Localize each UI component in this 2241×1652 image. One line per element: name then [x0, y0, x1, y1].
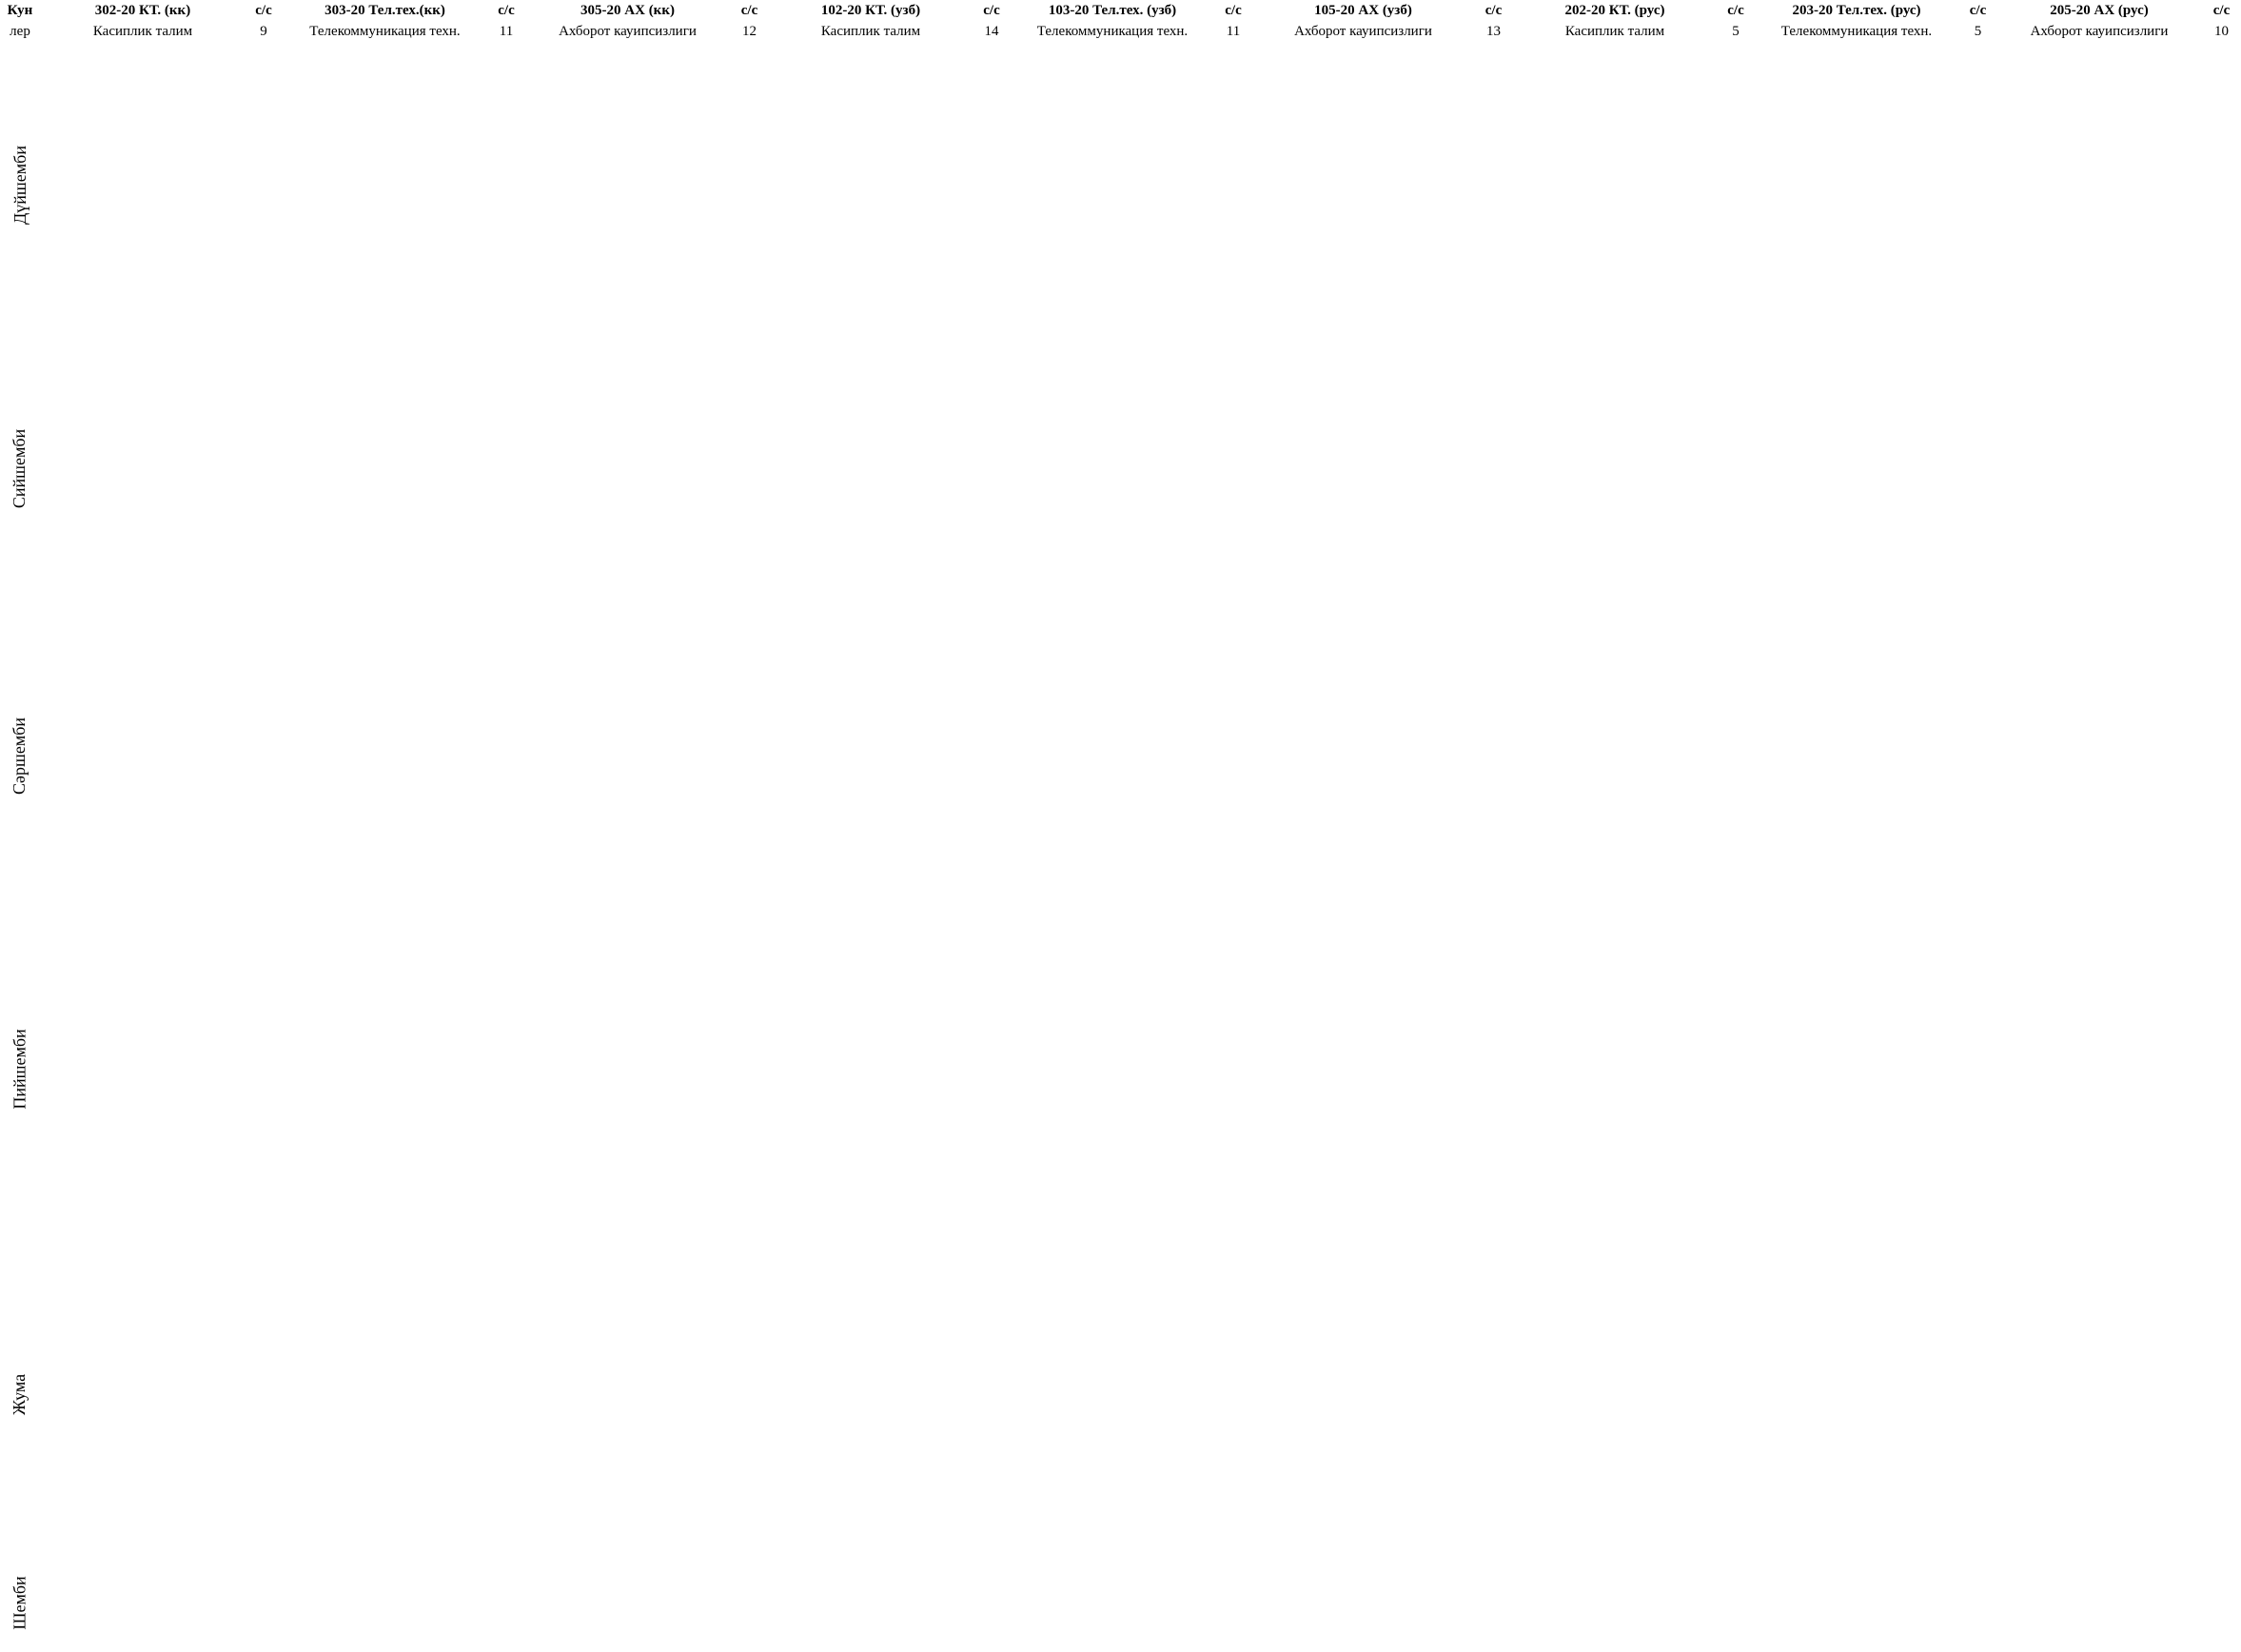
day-name: Жума	[10, 1373, 29, 1415]
group-subtitle: Касиплик талим	[820, 23, 921, 39]
header-cell	[1512, 0, 1718, 21]
group-title: с/с	[255, 2, 272, 18]
group-title: с/с	[983, 2, 1000, 18]
group-title: 302-20 КТ. (кк)	[94, 2, 191, 18]
group-title: 303-20 Тел.тех.(кк)	[324, 2, 445, 18]
group-subtitle: лер	[10, 23, 30, 39]
group-title: 105-20 АХ (узб)	[1314, 2, 1412, 18]
header-cell	[2202, 0, 2241, 21]
day-label	[0, 328, 40, 609]
group-subtitle: Касиплик талим	[1564, 23, 1665, 39]
header-cell	[246, 0, 282, 21]
header-cell	[1010, 21, 1215, 42]
group-title: 102-20 КТ. (узб)	[820, 2, 921, 18]
group-subtitle: 13	[1486, 23, 1501, 39]
day-label	[0, 1235, 40, 1553]
day-name: Пийшемби	[10, 1028, 29, 1110]
header-cell	[1512, 21, 1718, 42]
header-cell	[1010, 0, 1215, 21]
group-title: с/с	[2212, 2, 2231, 18]
header-cell	[40, 21, 246, 42]
group-subtitle: 12	[742, 23, 757, 39]
group-title: 205-20 АХ (рус)	[2050, 2, 2149, 18]
group-subtitle: 10	[2214, 23, 2229, 39]
day-label	[0, 609, 40, 902]
header-cell	[0, 0, 40, 21]
group-title: 103-20 Тел.тех. (узб)	[1048, 2, 1177, 18]
group-subtitle: Телекоммуникация техн.	[309, 23, 461, 39]
header-cell	[1718, 21, 1754, 42]
header-cell	[2202, 21, 2241, 42]
header-cell	[731, 21, 768, 42]
day-label	[0, 902, 40, 1235]
header-cell	[488, 0, 524, 21]
group-subtitle: 11	[499, 23, 514, 39]
header-cell	[768, 0, 973, 21]
group-title: 203-20 Тел.тех. (рус)	[1792, 2, 1921, 18]
header-cell	[1959, 21, 1996, 42]
header-cell	[768, 21, 973, 42]
group-subtitle: Касиплик талим	[92, 23, 193, 39]
header-cell	[1215, 21, 1251, 42]
group-subtitle: 5	[1974, 23, 1982, 39]
day-name: Шемби	[10, 1575, 29, 1630]
header-cell	[40, 0, 246, 21]
header-cell	[488, 21, 524, 42]
group-subtitle: Ахборот кауипсизлиги	[559, 23, 697, 39]
header-cell	[1215, 0, 1251, 21]
header-cell	[0, 21, 40, 42]
header-cell	[973, 21, 1010, 42]
header-cell	[282, 0, 488, 21]
group-title: с/с	[498, 2, 515, 18]
header-cell	[524, 0, 731, 21]
header-cell	[1959, 0, 1996, 21]
group-subtitle: Телекоммуникация техн.	[1036, 23, 1189, 39]
group-title: 202-20 КТ. (рус)	[1564, 2, 1665, 18]
header-cell	[524, 21, 731, 42]
header-cell	[1251, 21, 1475, 42]
group-title: 305-20 АХ (кк)	[580, 2, 675, 18]
group-subtitle: Ахборот кауипсизлиги	[1294, 23, 1432, 39]
header-cell	[246, 21, 282, 42]
day-label	[0, 1553, 40, 1652]
group-subtitle: 9	[260, 23, 267, 39]
group-subtitle: Ахборот кауипсизлиги	[2030, 23, 2169, 39]
header-cell	[973, 0, 1010, 21]
group-title: с/с	[1727, 2, 1744, 18]
header-cell	[1718, 0, 1754, 21]
day-name: Дүйшемби	[10, 146, 29, 225]
day-name: Сәршемби	[10, 717, 29, 795]
group-subtitle: 5	[1732, 23, 1740, 39]
header-cell	[731, 0, 768, 21]
header-cell	[1251, 0, 1475, 21]
group-title: с/с	[740, 2, 758, 18]
header-cell	[1475, 0, 1512, 21]
group-title: с/с	[1969, 2, 1987, 18]
header-cell	[1475, 21, 1512, 42]
header-cell	[282, 21, 488, 42]
header-cell	[1754, 21, 1959, 42]
group-title: с/с	[1225, 2, 1242, 18]
day-name: Сийшемби	[10, 428, 29, 509]
day-label	[0, 42, 40, 328]
group-title: с/с	[1484, 2, 1503, 18]
group-subtitle: 14	[984, 23, 999, 39]
group-title: Кун	[7, 2, 33, 18]
header-cell	[1996, 0, 2202, 21]
group-subtitle: 11	[1226, 23, 1241, 39]
header-cell	[1754, 0, 1959, 21]
header-cell	[1996, 21, 2202, 42]
group-subtitle: Телекоммуникация техн.	[1780, 23, 1933, 39]
